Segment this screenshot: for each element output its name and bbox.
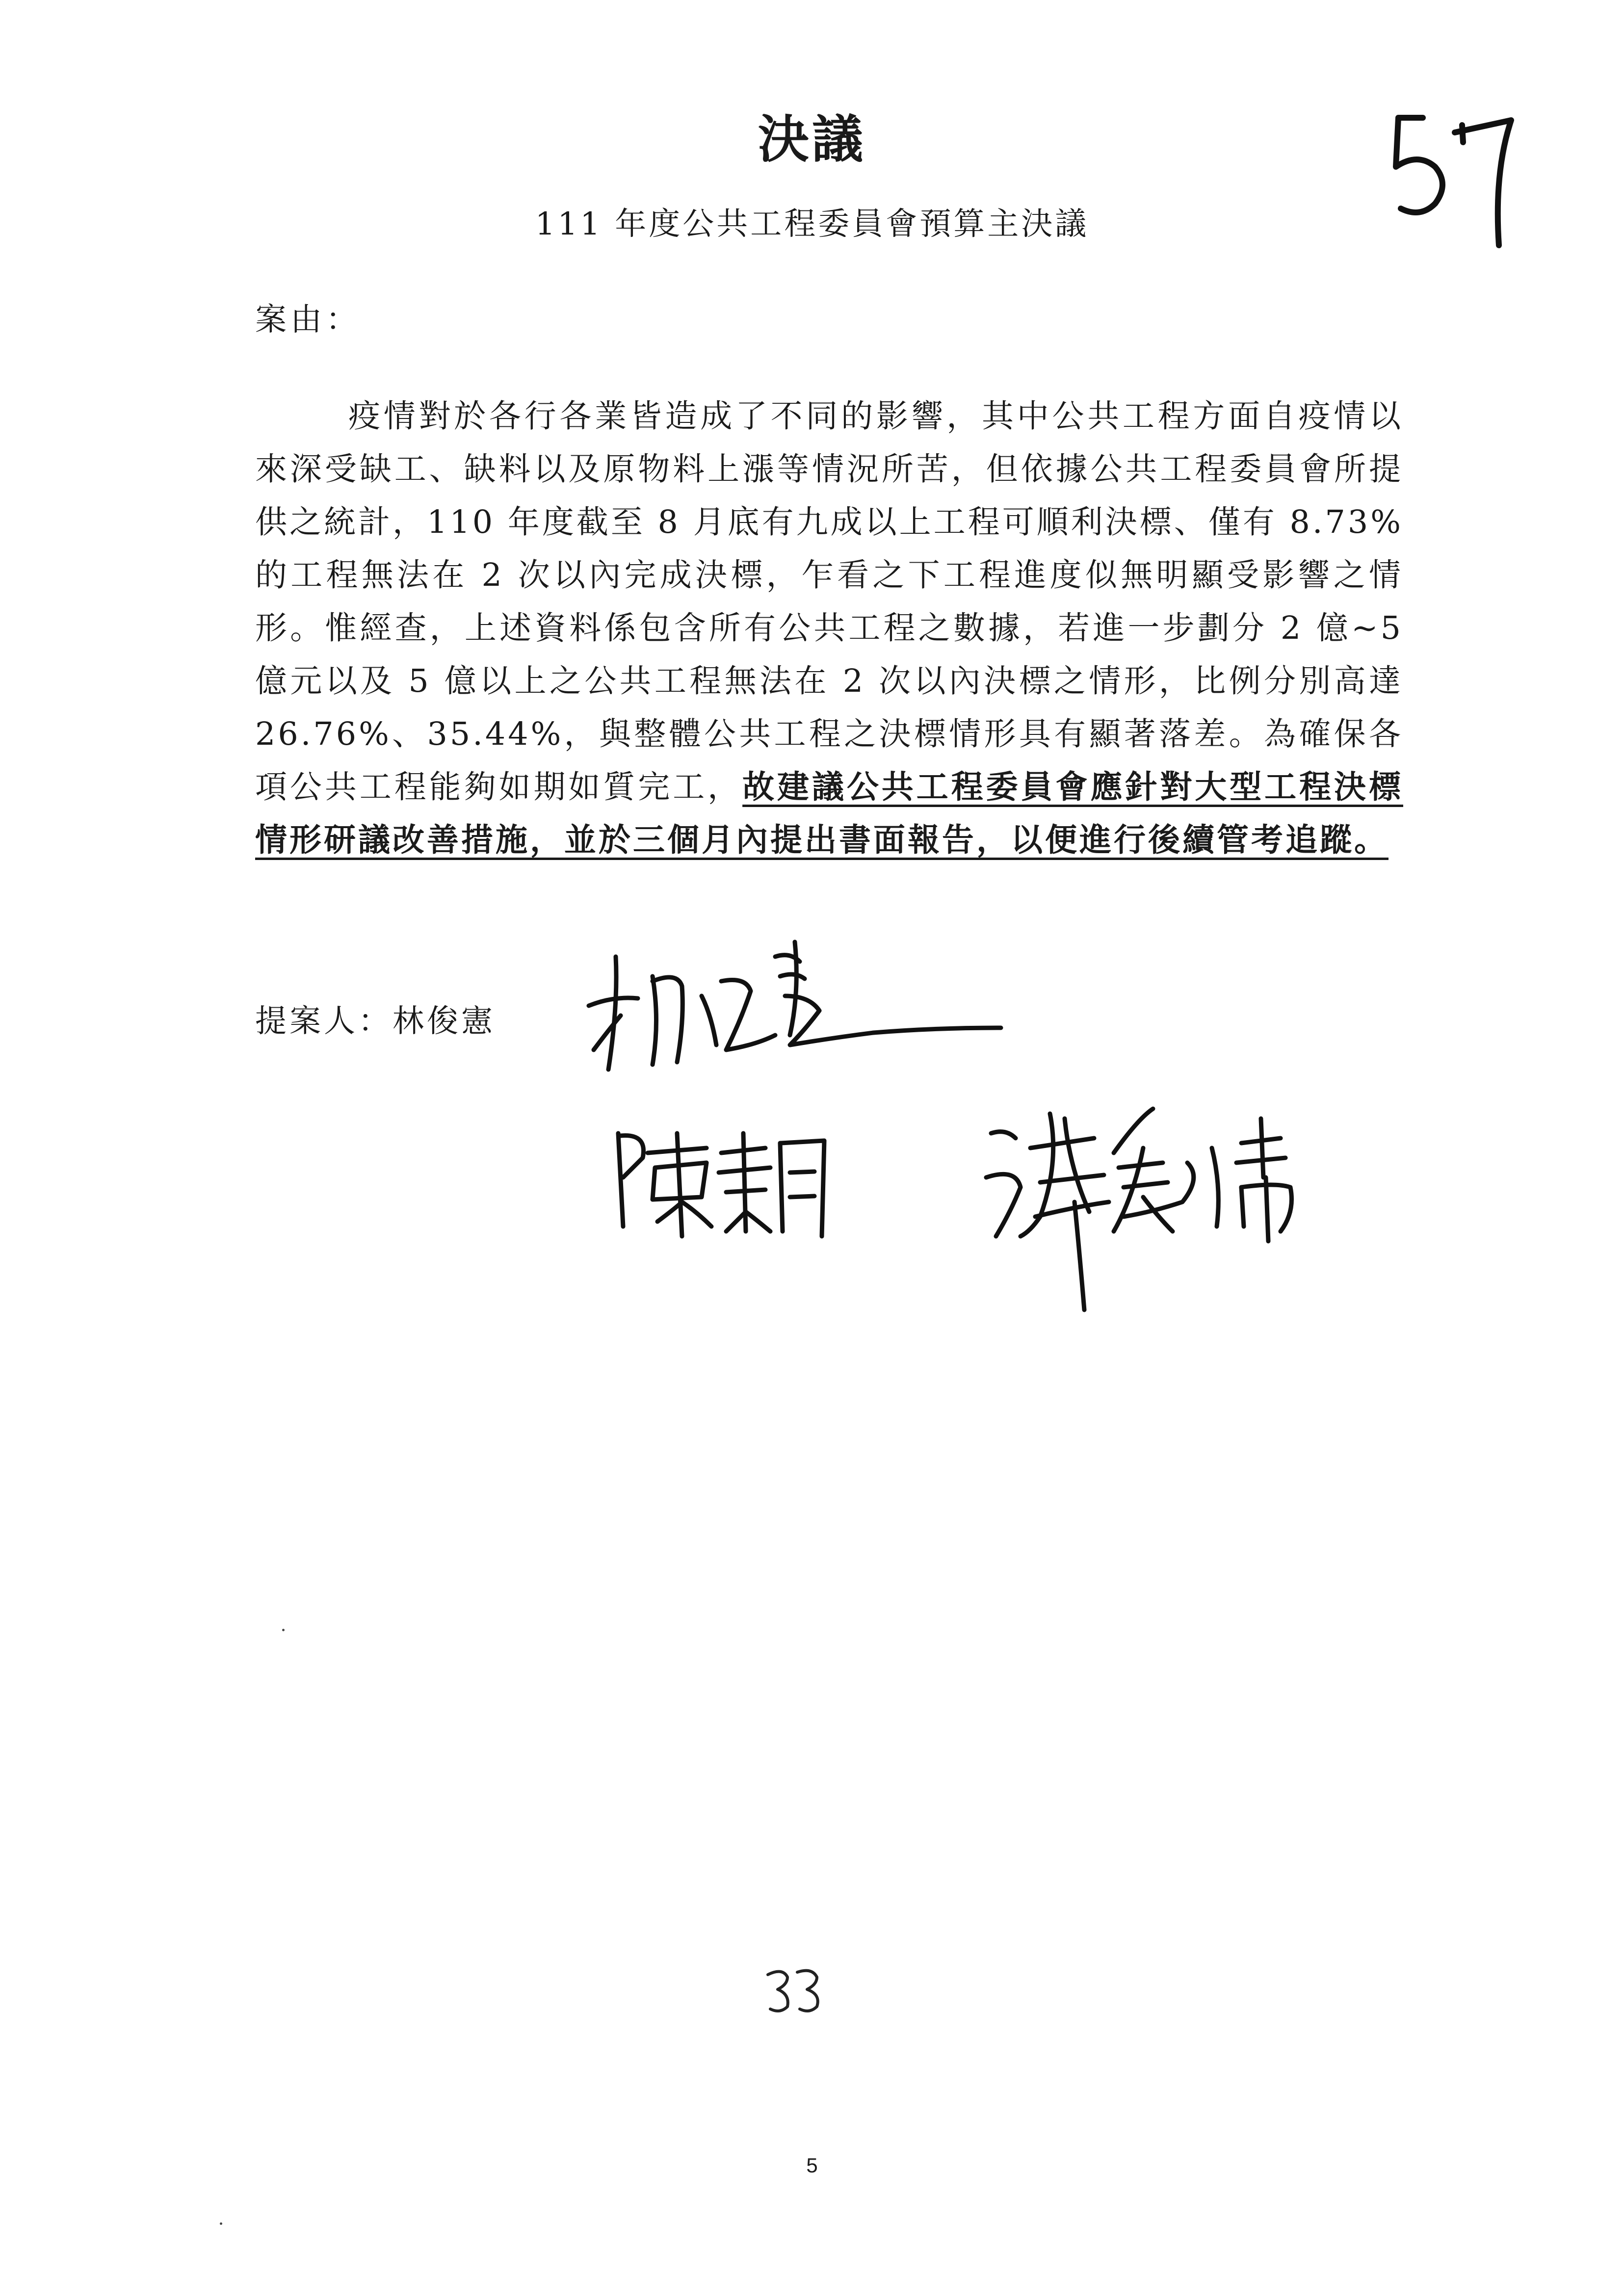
- signature-3: [976, 1089, 1369, 1320]
- scan-speck: [220, 2222, 222, 2225]
- resolution-paragraph: [255, 390, 1403, 867]
- paragraph-emphasis: 故建議公共工程委員會應針對大型工程決標情形研議改善措施，並於三個月內提出書面報告，以便進行後續管考追蹤。: [255, 769, 1403, 859]
- scan-speck: [282, 1629, 285, 1631]
- paragraph-plain: 疫情對於各行各業皆造成了不同的影響，其中公共工程方面自疫情以來深受缺工、缺料以及原物料上漲等情況所苦，但依據公共工程委員會所提供之統計，110 年度截至 8 月底有九成以上工程可順利決標、僅有 8.73%的工程無法在 2 次以內完成決標，乍看之下工程進度似無明顯受影響之情形。惟經查，上述資料係包含所有公共工程之數據，若進一步劃分 2 億~5 億元以及 5 億以上之公共工程無法在 2 次以內決標之情形，比例分別高達 26.76%、35.44%，與整體公共工程之決標情形具有顯著落差。為確保各項公共工程能夠如期如質完工，: [255, 398, 1403, 806]
- signature-2: [608, 1114, 844, 1241]
- document-subtitle: 111 年度公共工程委員會預算主決議: [535, 206, 1089, 242]
- document-title: 決議: [758, 109, 866, 169]
- handwritten-folio-number: [763, 1965, 827, 2019]
- case-label: 案由：: [255, 302, 361, 338]
- proposer-label: 提案人：林俊憲: [255, 1003, 496, 1040]
- signature-1: [579, 922, 1006, 1079]
- page-number: 5: [806, 2154, 818, 2177]
